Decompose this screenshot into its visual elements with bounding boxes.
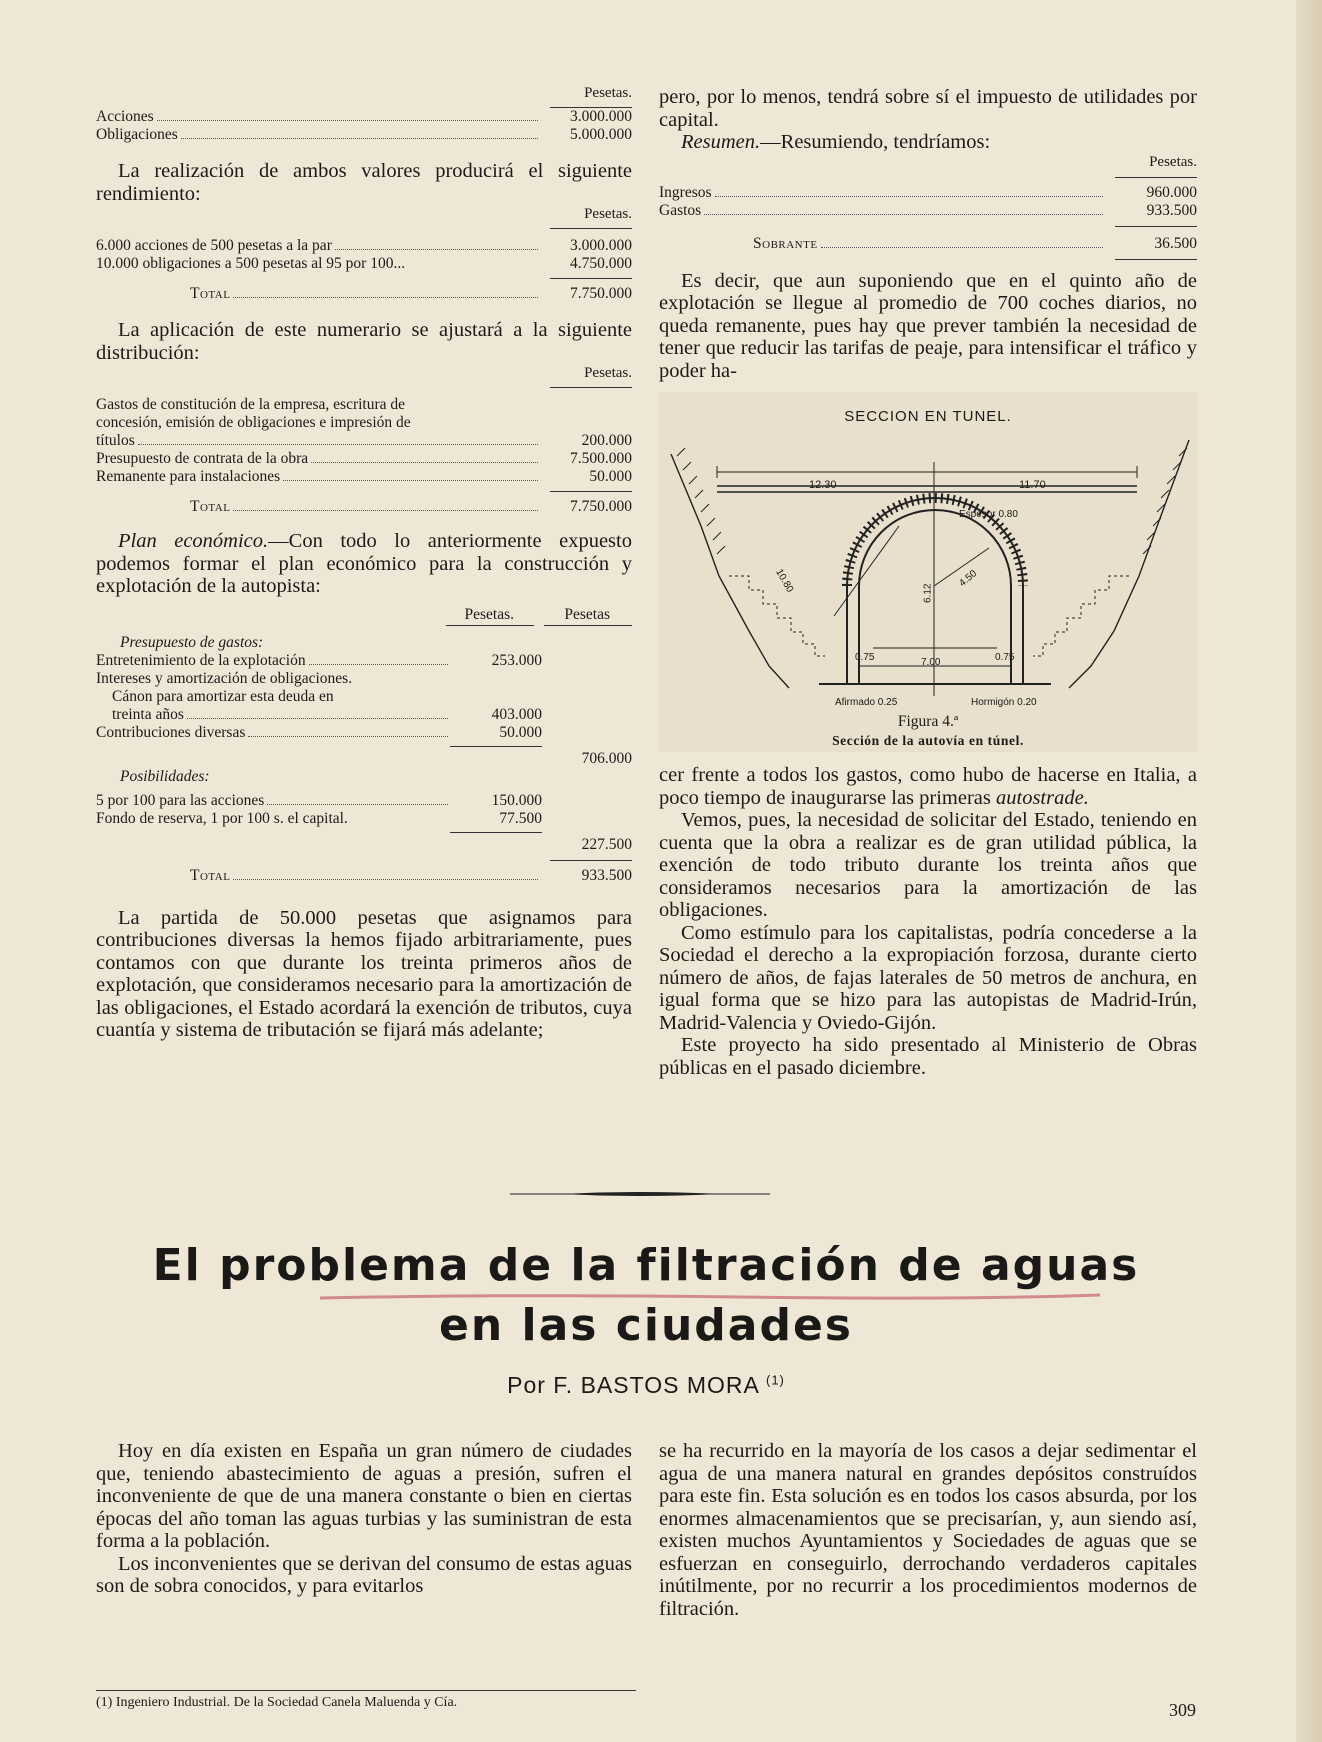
table-row: Ingresos 960.000 [659, 183, 1197, 201]
page-number: 309 [1169, 1700, 1196, 1720]
table-row: Gastos de constitución de la empresa, escritura de [96, 396, 406, 413]
sum-rule [550, 491, 632, 492]
plan-header: Pesetas. Pesetas [96, 604, 632, 626]
dimension-label: 10.80 [773, 567, 796, 595]
sum-rule [550, 278, 632, 279]
paragraph: La partida de 50.000 pesetas que asignamos para contribuciones diversas la hemos fijado arbitrariamente, pues contamos con que durante los treinta primeros años de explotación, que consideramos necesario para la amortización de las obligaciones, el Estado acordará la exención de tributos, cuya cuantía y sistema de tributación se fijará más adelante; [96, 906, 632, 1041]
posibilidades-title: Posibilidades: [120, 767, 210, 785]
paragraph: cer frente a todos los gastos, como hubo de hacerse en Italia, a poco tiempo de inaugurarse las primeras autostrade. [659, 764, 1197, 809]
sum-rule [550, 860, 632, 861]
paragraph: Plan económico.—Con todo lo anteriormente expuesto podemos formar el plan económico para la construcción y explotación de la autopista: [96, 530, 632, 597]
table-row: Intereses y amortización de obligaciones. [96, 669, 353, 687]
table-row: 6.000 acciones de 500 pesetas a la par 3.000.000 [96, 237, 632, 254]
table-row: treinta años 403.000 [112, 705, 542, 723]
dimension-label: 4.50 [957, 568, 980, 590]
table-row: Presupuesto de contrata de la obra 7.500.000 [96, 450, 632, 467]
total-row: Total 933.500 [190, 866, 632, 884]
paragraph: Este proyecto ha sido presentado al Ministerio de Obras públicas en el pasado diciembre. [659, 1034, 1197, 1079]
dimension-label: 0.75 [855, 652, 875, 663]
paragraph: Los inconvenientes que se derivan del consumo de estas aguas son de sobra conocidos, y para evitarlos [96, 1552, 632, 1597]
divider-ornament [510, 1191, 770, 1197]
left-column [96, 84, 632, 1042]
dimension-label: 11.70 [1019, 479, 1046, 491]
tunnel-section-figure [659, 392, 1197, 752]
paragraph: Vemos, pues, la necesidad de solicitar del Estado, teniendo en cuenta que la obra a realizar es de gran utilidad pública, la exención de todo tributo durante los treinta años que consideramos necesarios para la amortización de las obligaciones. [659, 809, 1197, 921]
gastos-title: Presupuesto de gastos: [120, 633, 264, 651]
table2-header: Pesetas. [96, 205, 632, 229]
table-row: Gastos 933.500 [659, 201, 1197, 219]
table-row: Acciones 3.000.000 [96, 108, 632, 125]
total-row: Sobrante 36.500 [753, 234, 1197, 252]
dimension-label: 0.75 [995, 652, 1015, 663]
figure-caption: Figura 4.ª Sección de la autovía en túnel. [832, 713, 1024, 748]
figure-title: SECCION EN TUNEL. [844, 408, 1012, 425]
sum-rule [1115, 259, 1197, 260]
gastos-sum: 706.000 [96, 742, 632, 768]
paragraph: La realización de ambos valores producirá el siguiente rendimiento: [96, 160, 632, 205]
table3-header: Pesetas. [96, 364, 632, 388]
dimension-label: Afirmado 0.25 [835, 697, 898, 708]
table-row: Fondo de reserva, 1 por 100 s. el capital. 77.500 [96, 809, 542, 827]
resumen-header: Pesetas. [659, 154, 1197, 178]
table-row: Obligaciones 5.000.000 [96, 126, 632, 143]
article-title: El problema de la filtración de aguas en las ciudades [152, 1240, 1140, 1351]
table-row: concesión, emisión de obligaciones e impresión de [96, 414, 411, 431]
right-column [659, 86, 1197, 1079]
posibilidades-sum: 227.500 [96, 828, 632, 854]
byline: Por F. BASTOS MORA $^{(1)}$ [507, 1372, 785, 1398]
paragraph: Resumen.—Resumiendo, tendríamos: [681, 131, 991, 153]
paragraph: Como estímulo para los capitalistas, podría concederse a la Sociedad el derecho a la expropiación forzosa, durante cierto número de años, de fajas laterales de 50 metros de anchura, en igual forma que se hizo para las autopistas de Madrid-Irún, Madrid-Valencia y Oviedo-Gijón. [659, 921, 1197, 1034]
paragraph: pero, por lo menos, tendrá sobre sí el impuesto de utilidades por capital. [659, 86, 1197, 131]
table-row: Remanente para instalaciones 50.000 [96, 468, 632, 485]
table-row: títulos 200.000 [96, 432, 632, 449]
page-edge [1296, 0, 1322, 1742]
dimension-label: Espesor 0.80 [959, 509, 1018, 520]
article-right-column [659, 1440, 1197, 1620]
dimension-label: Hormigón 0.20 [971, 697, 1037, 708]
sum-rule [1115, 226, 1197, 227]
dimension-label: 6.12 [922, 583, 934, 603]
footnote: (1) Ingeniero Industrial. De la Sociedad Canela Maluenda y Cía. [96, 1690, 636, 1711]
table-row: 5 por 100 para las acciones 150.000 [96, 791, 542, 809]
paragraph: Es decir, que aun suponiendo que en el quinto año de explotación se llegue al promedio de 700 coches diarios, no queda remanente, pues hay que prever también la necesidad de tener que reducir las tarifas de peaje, para intensificar el tráfico y poder ha- [659, 269, 1197, 382]
paragraph: La aplicación de este numerario se ajustará a la siguiente distribución: [96, 319, 632, 364]
paragraph: se ha recurrido en la mayoría de los casos a dejar sedimentar el agua de una manera natural en grandes depósitos construídos para este fin. Esta solución es en todos los casos absurda, por los enormes almacenamientos que se precisarían, y, aun siendo así, existen muchos Ayuntamientos y Sociedades de aguas que se esfuerzan en conseguirlo, derrochando verdaderos capitales inútilmente, por no recurrir a los procedimientos modernos de filtración. [659, 1440, 1197, 1620]
table-row: 10.000 obligaciones a 500 pesetas al 95 por 100... 4.750.000 [96, 255, 632, 272]
table-row: Cánon para amortizar esta deuda en [112, 687, 334, 705]
table1-header: Pesetas. [96, 84, 632, 108]
dimension-label: 7.00 [921, 657, 941, 668]
article-left-column [96, 1440, 632, 1598]
total-row: Total 7.750.000 [190, 498, 632, 515]
table-row: Contribuciones diversas 50.000 [96, 723, 542, 741]
dimension-label: 12.30 [809, 479, 837, 491]
total-row: Total 7.750.000 [190, 285, 632, 302]
paragraph: Hoy en día existen en España un gran número de ciudades que, teniendo abastecimiento de aguas a presión, sufren el inconveniente de que de una manera constante o bien en ciertas épocas del año toman las aguas turbias y las suministran de esta forma a la población. [96, 1440, 632, 1552]
table-row: Entretenimiento de la explotación 253.000 [96, 651, 542, 669]
